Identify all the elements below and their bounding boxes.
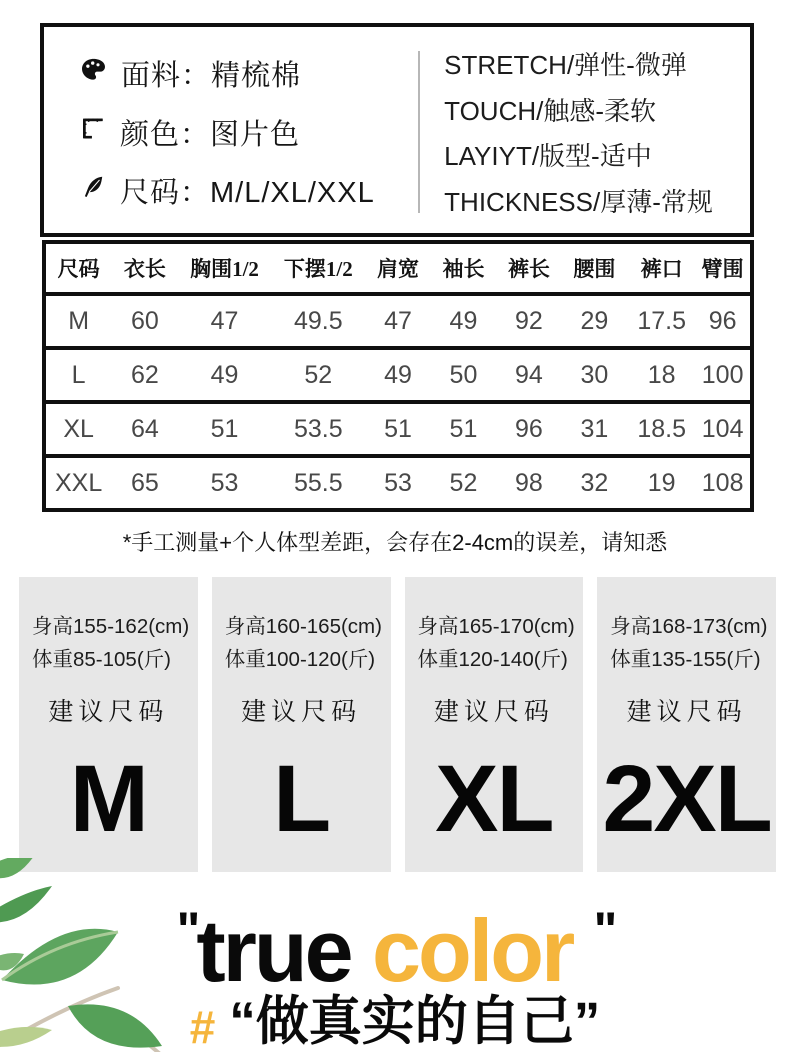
table-row [44, 402, 752, 456]
feather-icon [80, 174, 106, 208]
slogan-word-true: true [196, 901, 351, 1000]
table-cell: 51 [449, 414, 478, 443]
table-cell: 32 [580, 468, 609, 497]
table-cell: 52 [304, 360, 333, 389]
close-quote: " [593, 902, 614, 958]
slogan-word-color: color [372, 901, 573, 1000]
table-header: 肩宽 [376, 257, 419, 281]
table-header: 裤长 [507, 257, 550, 281]
feature-layout: LAYIYT/版型-适中 [444, 141, 652, 172]
table-cell: 49.5 [293, 306, 343, 335]
table-cell: 96 [708, 306, 737, 335]
slogan-true-color [0, 884, 790, 1000]
table-header: 臂围 [701, 257, 744, 281]
feature-touch: TOUCH/触感-柔软 [444, 95, 657, 126]
open-quote: " [176, 902, 197, 958]
slogan-block [0, 884, 790, 1056]
table-cell: 18.5 [637, 414, 686, 443]
attribute-color [80, 112, 418, 153]
card-size-value: 2XL [602, 746, 771, 852]
table-cell: 50 [449, 360, 478, 389]
size-card-l [212, 577, 391, 872]
table-cell: 64 [130, 414, 159, 443]
table-cell: 52 [449, 468, 478, 497]
card-label: 建议尺码 [626, 698, 747, 726]
table-cell: 47 [210, 306, 239, 335]
attribute-size [80, 170, 418, 211]
table-cell: 53 [210, 468, 239, 497]
table-header: 下摆1/2 [283, 257, 353, 281]
table-header: 胸围1/2 [190, 257, 259, 281]
table-header-row [44, 242, 752, 294]
slogan-subtitle-line [0, 993, 790, 1056]
table-cell: 108 [701, 468, 744, 497]
card-label: 建议尺码 [241, 698, 362, 726]
table-cell: 100 [701, 360, 744, 389]
feature-thickness: THICKNESS/厚薄-常规 [444, 186, 713, 217]
table-cell: 17.5 [637, 306, 686, 335]
palette-icon [80, 56, 107, 91]
table-cell: 53 [384, 468, 412, 497]
table-header: 尺码 [57, 257, 100, 281]
table-cell: 18 [647, 360, 676, 389]
card-height: 身高165-170(cm) [417, 615, 575, 638]
table-cell: 19 [647, 468, 676, 497]
table-row [44, 456, 752, 510]
measurement-note: *手工测量+个人体型差距，会存在2-4cm的误差，请知悉 [122, 530, 668, 555]
table-cell: 62 [130, 360, 159, 389]
table-cell: 49 [449, 306, 478, 335]
card-label: 建议尺码 [48, 698, 169, 726]
table-cell: 47 [384, 306, 412, 335]
feature-stretch: STRETCH/弹性-微弹 [444, 50, 687, 80]
card-weight: 体重120-140(斤) [417, 648, 568, 671]
hashtag-icon: # [189, 1001, 216, 1053]
table-cell: 104 [701, 414, 744, 443]
card-weight: 体重85-105(斤) [32, 648, 171, 671]
attribute-color-text: 颜色：图片色 [120, 118, 301, 151]
table-cell: 96 [515, 414, 543, 443]
feature-list [420, 27, 750, 233]
table-cell: 53.5 [293, 414, 343, 443]
card-height: 身高155-162(cm) [32, 615, 190, 638]
size-card-xl [405, 577, 584, 872]
ruler-icon [80, 115, 106, 149]
size-recommendation-cards [19, 577, 776, 872]
attribute-list [44, 27, 418, 233]
table-cell: 94 [515, 360, 543, 389]
table-cell: 51 [384, 414, 412, 443]
size-chart-table [42, 240, 754, 512]
card-size-value: XL [435, 746, 553, 852]
card-weight: 体重135-155(斤) [610, 648, 761, 671]
slogan-subtitle: “做真实的自己” [229, 992, 601, 1051]
attribute-fabric [80, 53, 418, 94]
product-attributes-panel [40, 23, 754, 237]
card-height: 身高168-173(cm) [610, 615, 768, 638]
table-header: 裤口 [640, 257, 683, 281]
table-cell: 65 [130, 468, 159, 497]
attribute-fabric-text: 面料：精梳棉 [121, 60, 302, 92]
table-cell: XL [63, 414, 94, 443]
table-header: 衣长 [123, 257, 166, 281]
table-header: 腰围 [573, 257, 616, 281]
table-cell: M [68, 306, 90, 335]
card-label: 建议尺码 [433, 698, 554, 726]
card-size-value: M [69, 746, 147, 852]
table-cell: 92 [515, 306, 543, 335]
table-cell: 60 [130, 306, 159, 335]
attribute-size-text: 尺码：M/L/XL/XXL [120, 177, 375, 209]
table-cell: 30 [580, 360, 609, 389]
table-cell: 98 [515, 468, 543, 497]
table-row [44, 294, 752, 348]
card-size-value: L [273, 746, 330, 852]
table-cell: XXL [54, 468, 103, 497]
table-row [44, 348, 752, 402]
table-cell: 51 [210, 414, 239, 443]
size-card-2xl [597, 577, 776, 872]
table-cell: 49 [384, 360, 412, 389]
table-cell: 55.5 [293, 468, 343, 497]
table-cell: 31 [580, 414, 609, 443]
table-header: 袖长 [442, 257, 485, 281]
table-cell: 29 [580, 306, 609, 335]
card-weight: 体重100-120(斤) [224, 648, 376, 671]
card-height: 身高160-165(cm) [224, 615, 382, 638]
table-cell: 49 [210, 360, 239, 389]
size-card-m [19, 577, 198, 872]
table-cell: L [71, 360, 86, 389]
